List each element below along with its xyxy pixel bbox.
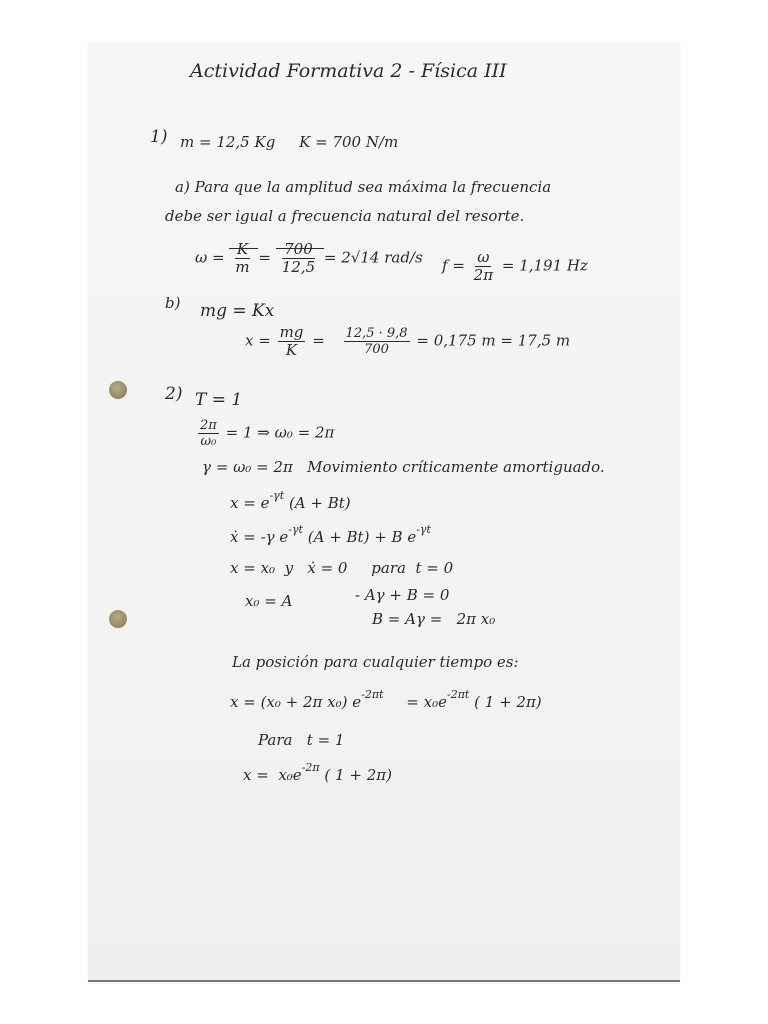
omega-sqrt-values: $\frac{700}{12,5}$ xyxy=(281,240,316,276)
initial-conditions: x = x₀ y ẋ = 0 para t = 0 xyxy=(230,559,454,577)
frequency-result: = 1,191 Hz xyxy=(501,256,588,275)
position-text: La posición para cualquier tiempo es: xyxy=(232,653,519,671)
problem-1a-text-line1: a) Para que la amplitud sea máxima la frecuencia xyxy=(175,178,552,196)
displacement-formula: x = $\frac{mg}{K}$ = $\frac{12,5 \cdot 9,8}{700}$ = 0,175 m = 17,5 m xyxy=(245,323,571,359)
omega-sqrt-km: $\frac{K}{m}$ xyxy=(235,240,250,276)
B-equation: B = Aγ = 2π x₀ xyxy=(372,610,496,628)
damping-line: γ = ω₀ = 2π Movimiento críticamente amortiguado. xyxy=(202,458,605,476)
frequency-formula: f = $\frac{\omega}{2\pi}$ = 1,191 Hz xyxy=(442,248,588,284)
period-equation: T = 1 xyxy=(195,390,243,410)
displacement-result: = 0,175 m = 17,5 m xyxy=(416,331,571,350)
problem-1b-equation: mg = Kx xyxy=(200,301,275,321)
omega-result: = 2√14 rad/s xyxy=(323,248,423,267)
omega0-equation: $\frac{2\pi}{\text{ω₀}}$ = 1 ⇒ ω₀ = 2π xyxy=(200,418,335,449)
binder-hole-top xyxy=(109,381,127,399)
velocity-equation: ẋ = -γ $e^{-\gamma t}$ (A + Bt) + B $e^{-\gamma t}$ xyxy=(230,523,431,546)
final-position: $x = x_0e^{-2\pi}$ ( 1 + 2π) xyxy=(243,761,392,784)
page-title: Actividad Formativa 2 - Física III xyxy=(190,60,507,82)
problem-1-number: 1) xyxy=(150,127,168,147)
AB-equation: - Aγ + B = 0 xyxy=(355,586,450,604)
binder-hole-bottom xyxy=(109,610,127,628)
x0-equals-A: x₀ = A xyxy=(245,592,293,610)
para-t-line: Para t = 1 xyxy=(258,731,345,749)
general-position: x = (x₀ + 2π x₀) $e^{-2\pi t} = x_0e^{-2\pi t}$ ( 1 + 2π) xyxy=(230,688,542,711)
problem-1b-label: b) xyxy=(165,294,181,312)
omega-lhs: ω = xyxy=(195,248,225,267)
problem-1a-text-line2: debe ser igual a frecuencia natural del resorte. xyxy=(165,207,525,225)
problem-1-givens: m = 12,5 Kg K = 700 N/m xyxy=(180,133,399,151)
problem-2-number: 2) xyxy=(165,384,183,404)
position-equation: $x = e^{-\gamma t}$ (A + Bt) xyxy=(230,489,351,512)
omega-formula: ω = $\frac{K}{m}$ = $\frac{700}{12,5}$ = 2√14 rad/s xyxy=(195,240,423,276)
